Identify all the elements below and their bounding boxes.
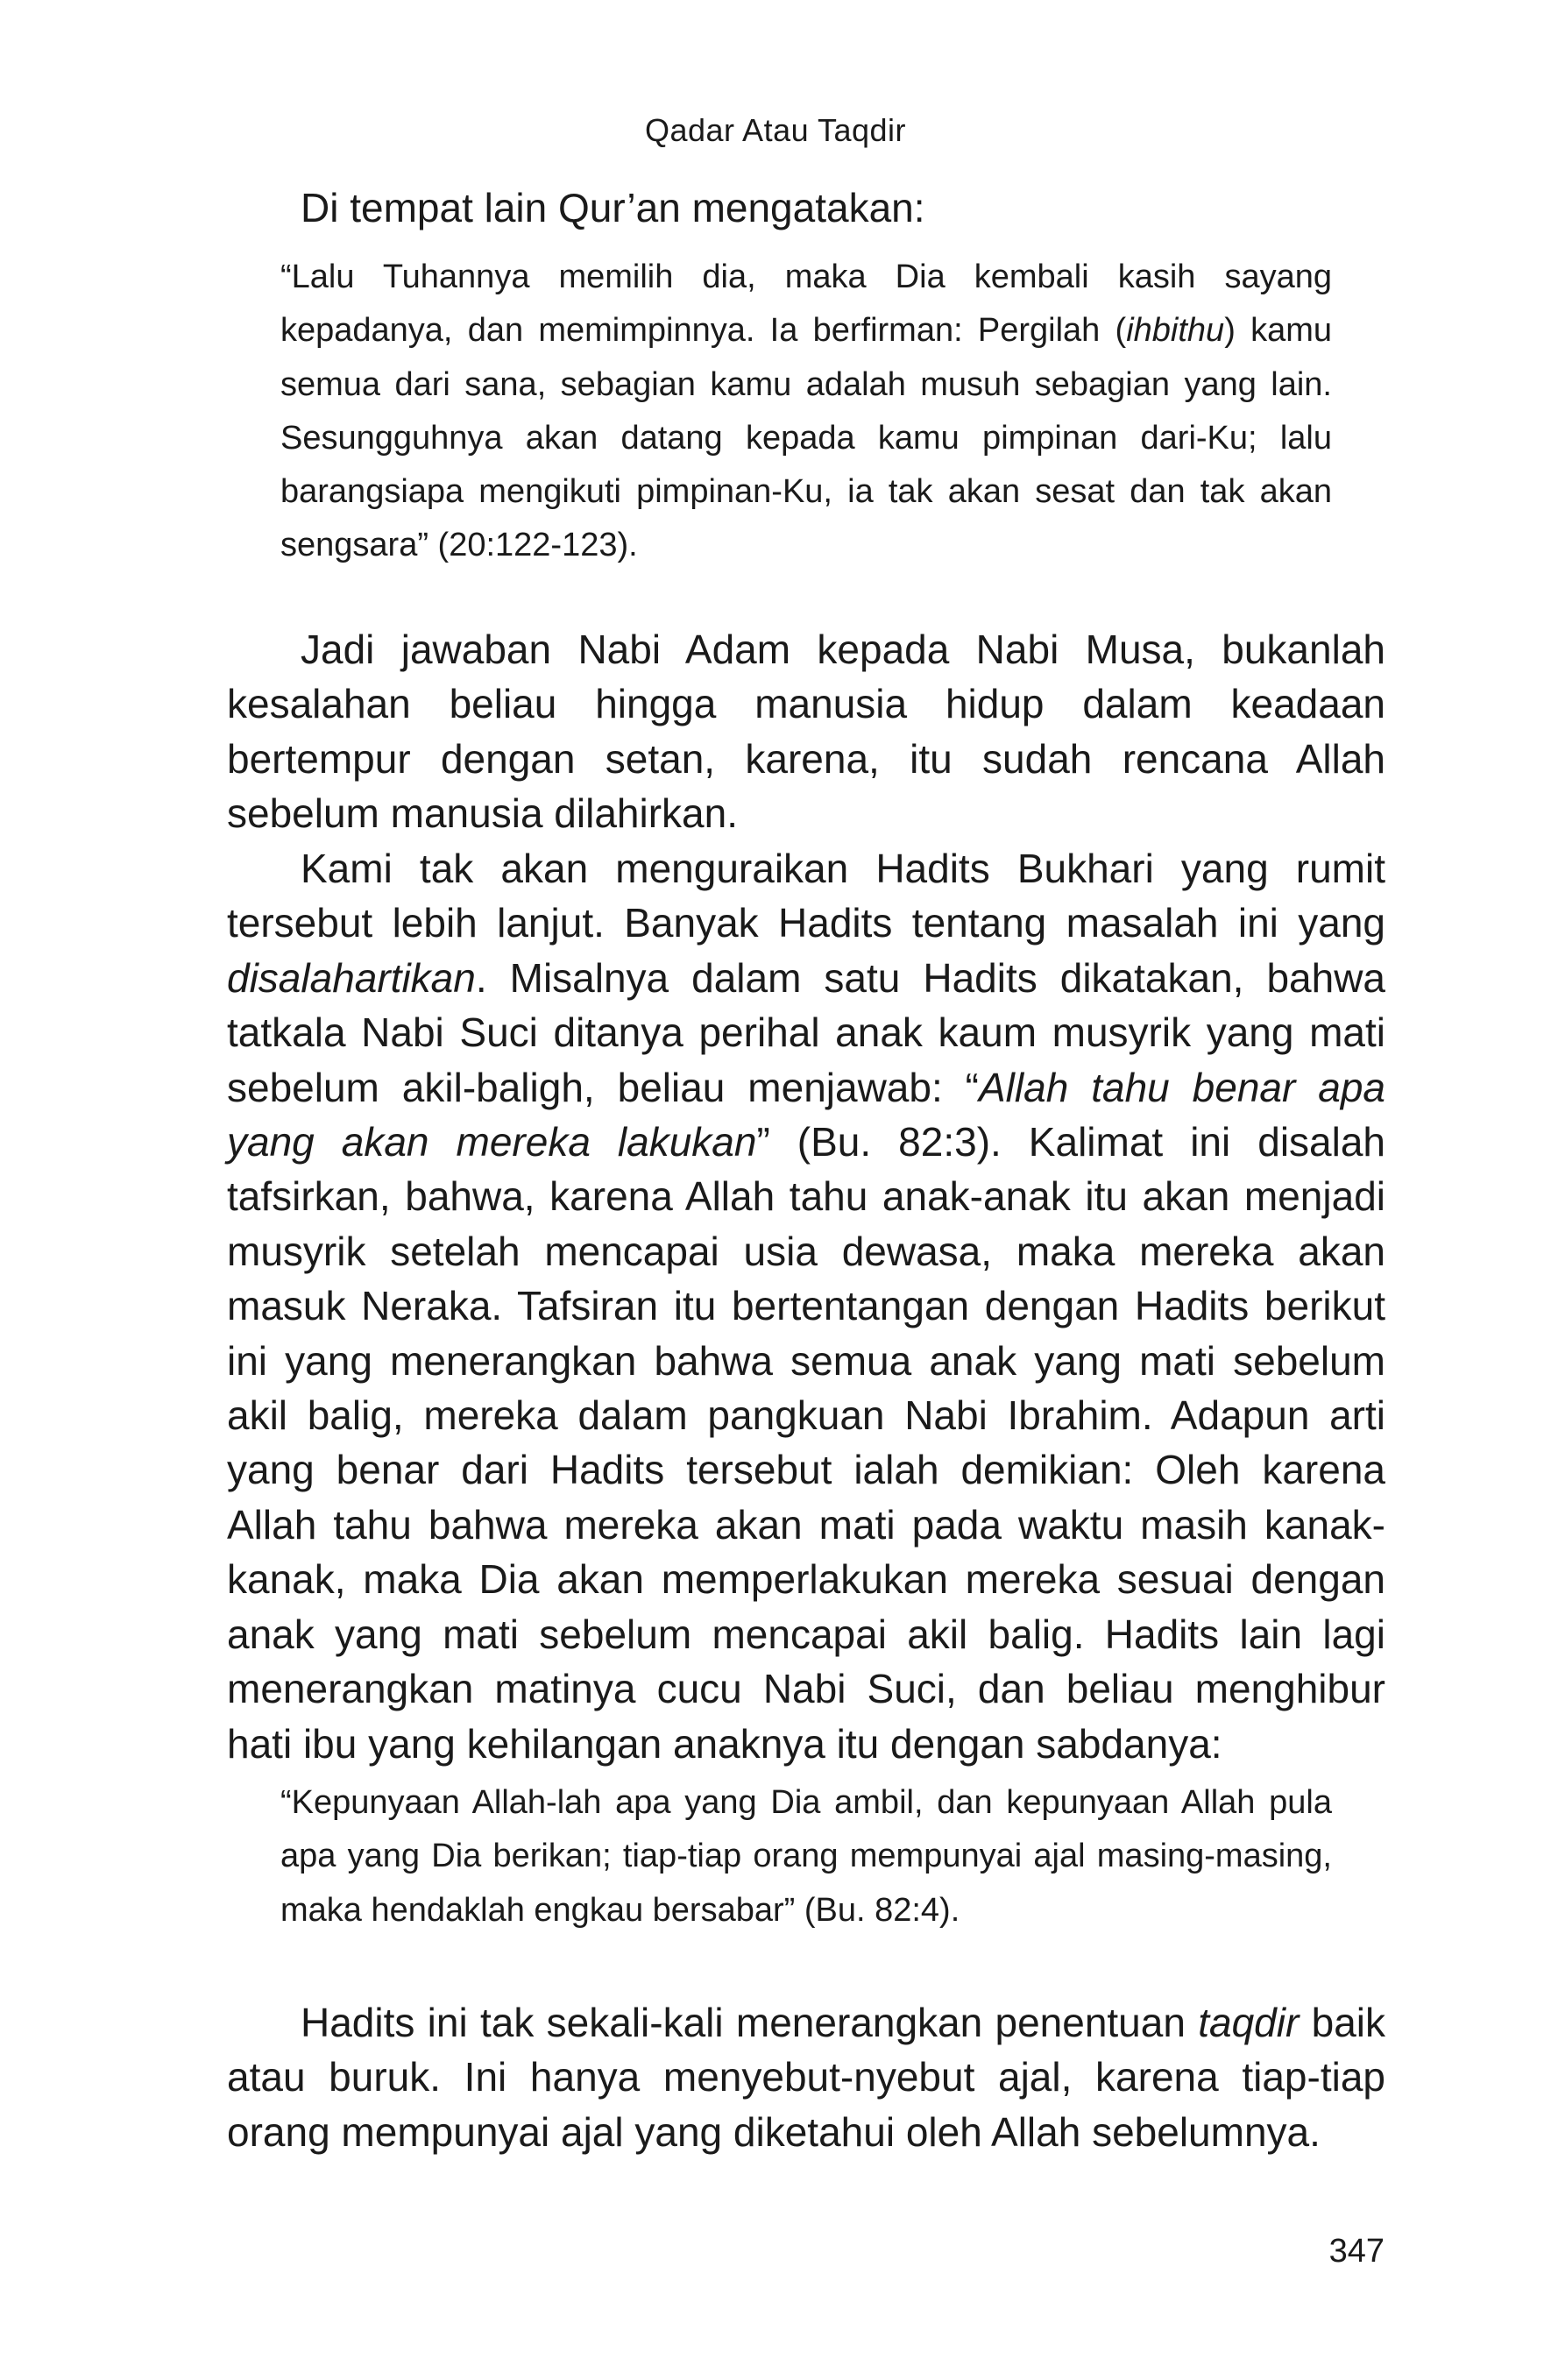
page-number: 347 xyxy=(1328,2233,1385,2270)
hadith-quote: “Kepunyaan Allah-lah apa yang Dia ambil, dan kepunyaan Allah pula apa yang Dia berikan; tiap-tiap orang mempunyai ajal masing-masing, maka hendaklah engkau bersabar” (Bu. 82:4). xyxy=(280,1784,1332,1929)
quran-quote: “Lalu Tuhannya memilih dia, maka Dia kembali kasih sayang kepadanya, dan memimpinnya. Ia berfirman: Pergilah (ihbithu) kamu semua dari sana, sebagian kamu adalah musuh sebagian yang lain. Sesungguhnya akan datang kepada kamu pimpinan dari-Ku; lalu barangsiapa mengikuti pimpinan-Ku, ia tak akan sesat dan tak akan sengsara” (20:122-123). xyxy=(280,259,1332,564)
intro-line: Di tempat lain Qur’an mengatakan: xyxy=(301,185,925,230)
paragraph-2: Kami tak akan menguraikan Hadits Bukhari yang rumit tersebut lebih lanjut. Banyak Hadits tentang masalah ini yang disalahartikan. Misalnya dalam satu Hadits dikatakan, bahwa tatkala Nabi Suci ditanya perihal anak kaum musyrik yang mati sebelum akil-baligh, beliau menjawab: “Allah tahu benar apa yang akan mereka lakukan” (Bu. 82:3). Kalimat ini disalah tafsirkan, bahwa, karena Allah tahu anak-anak itu akan menjadi musyrik setelah mencapai usia dewasa, maka mereka akan masuk Neraka. Tafsiran itu bertentangan dengan Hadits berikut ini yang menerangkan bahwa semua anak yang mati sebelum akil balig, mereka dalam pangkuan Nabi Ibrahim. Adapun arti yang benar dari Hadits tersebut ialah demikian: Oleh karena Allah tahu bahwa mereka akan mati pada waktu masih kanak-kanak, maka Dia akan memperlakukan mereka sesuai dengan anak yang mati sebelum mencapai akil balig. Hadits lain lagi menerangkan matinya cucu Nabi Suci, dan beliau menghibur hati ibu yang kehilangan anaknya itu dengan sabdanya: xyxy=(227,846,1386,1767)
running-header: Qadar Atau Taqdir xyxy=(644,112,907,148)
paragraph-1: Jadi jawaban Nabi Adam kepada Nabi Musa, bukanlah kesalahan beliau hingga manusia hidup dalam keadaan bertempur dengan setan, karena, itu sudah rencana Allah sebelum manusia dilahirkan. xyxy=(227,627,1385,837)
paragraph-3: Hadits ini tak sekali-kali menerangkan penentuan taqdir baik atau buruk. Ini hanya menyebut-nyebut ajal, karena tiap-tiap orang mempunyai ajal yang diketahui oleh Allah sebelumnya. xyxy=(227,2000,1385,2155)
